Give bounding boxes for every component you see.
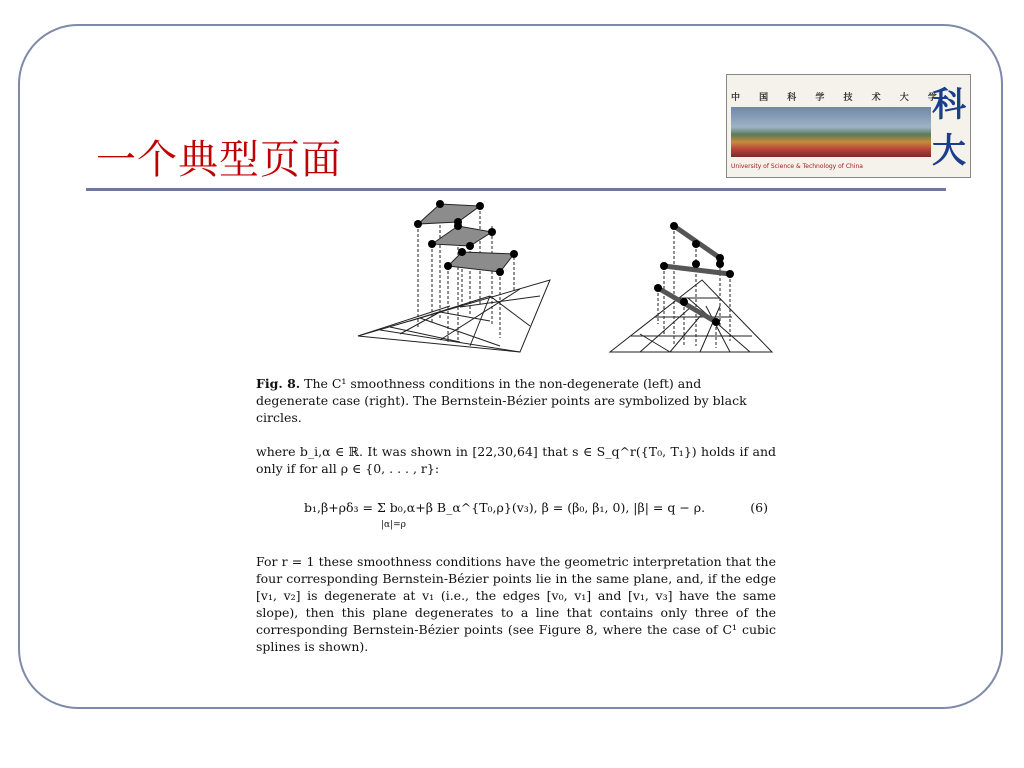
paragraph-2: For r = 1 these smoothness conditions have the geometric interpretation that the four corresponding Bernstein-Bézier points lie in the same plane, and, if the edge [v₁, v₂] is degenerate at v₁ (i.e., the edges [v₀, v₁] and [v₁, v₃] have the same slope), then this plane degenerates to a line that contains only three of the corresponding Bernstein-Bézier points (see Figure 8, where the case of C¹ cubic splines is shown).	[256, 554, 776, 654]
logo-char-ke: 科	[932, 85, 966, 125]
campus-photo	[731, 107, 931, 157]
figure-label: Fig. 8.	[256, 376, 301, 391]
slide-title: 一个典型页面	[96, 137, 342, 183]
figure-caption	[256, 375, 776, 426]
figure-caption-text: The C¹ smoothness conditions in the non-degenerate (left) and degenerate case (right). The Bernstein-Bézier points are symbolized by black circles.	[256, 376, 747, 425]
equation-body: b₁,β+ρδ₃ = Σ b₀,α+β B_α^{T₀,ρ}(v₃), β = (β₀, β₁, 0), |β| = q − ρ.	[304, 500, 706, 515]
equation-6	[256, 494, 776, 534]
logo-top-text: 中 国 科 学 技 术 大 学	[731, 93, 945, 103]
university-logo	[726, 74, 971, 178]
title-divider	[86, 188, 946, 191]
left-mesh	[358, 280, 550, 352]
equation-number: (6)	[750, 500, 768, 515]
paragraph-1: where b_i,α ∈ ℝ. It was shown in [22,30,64] that s ∈ S_q^r({T₀, T₁}) holds if and only if for all ρ ∈ {0, . . . , r}:	[256, 444, 776, 476]
right-mesh	[610, 280, 772, 352]
equation-subscript: |α|=ρ	[381, 520, 406, 530]
logo-char-da: 大	[932, 131, 966, 171]
bernstein-bezier-figure	[340, 196, 780, 362]
logo-caption: University of Science & Technology of China	[731, 163, 863, 170]
